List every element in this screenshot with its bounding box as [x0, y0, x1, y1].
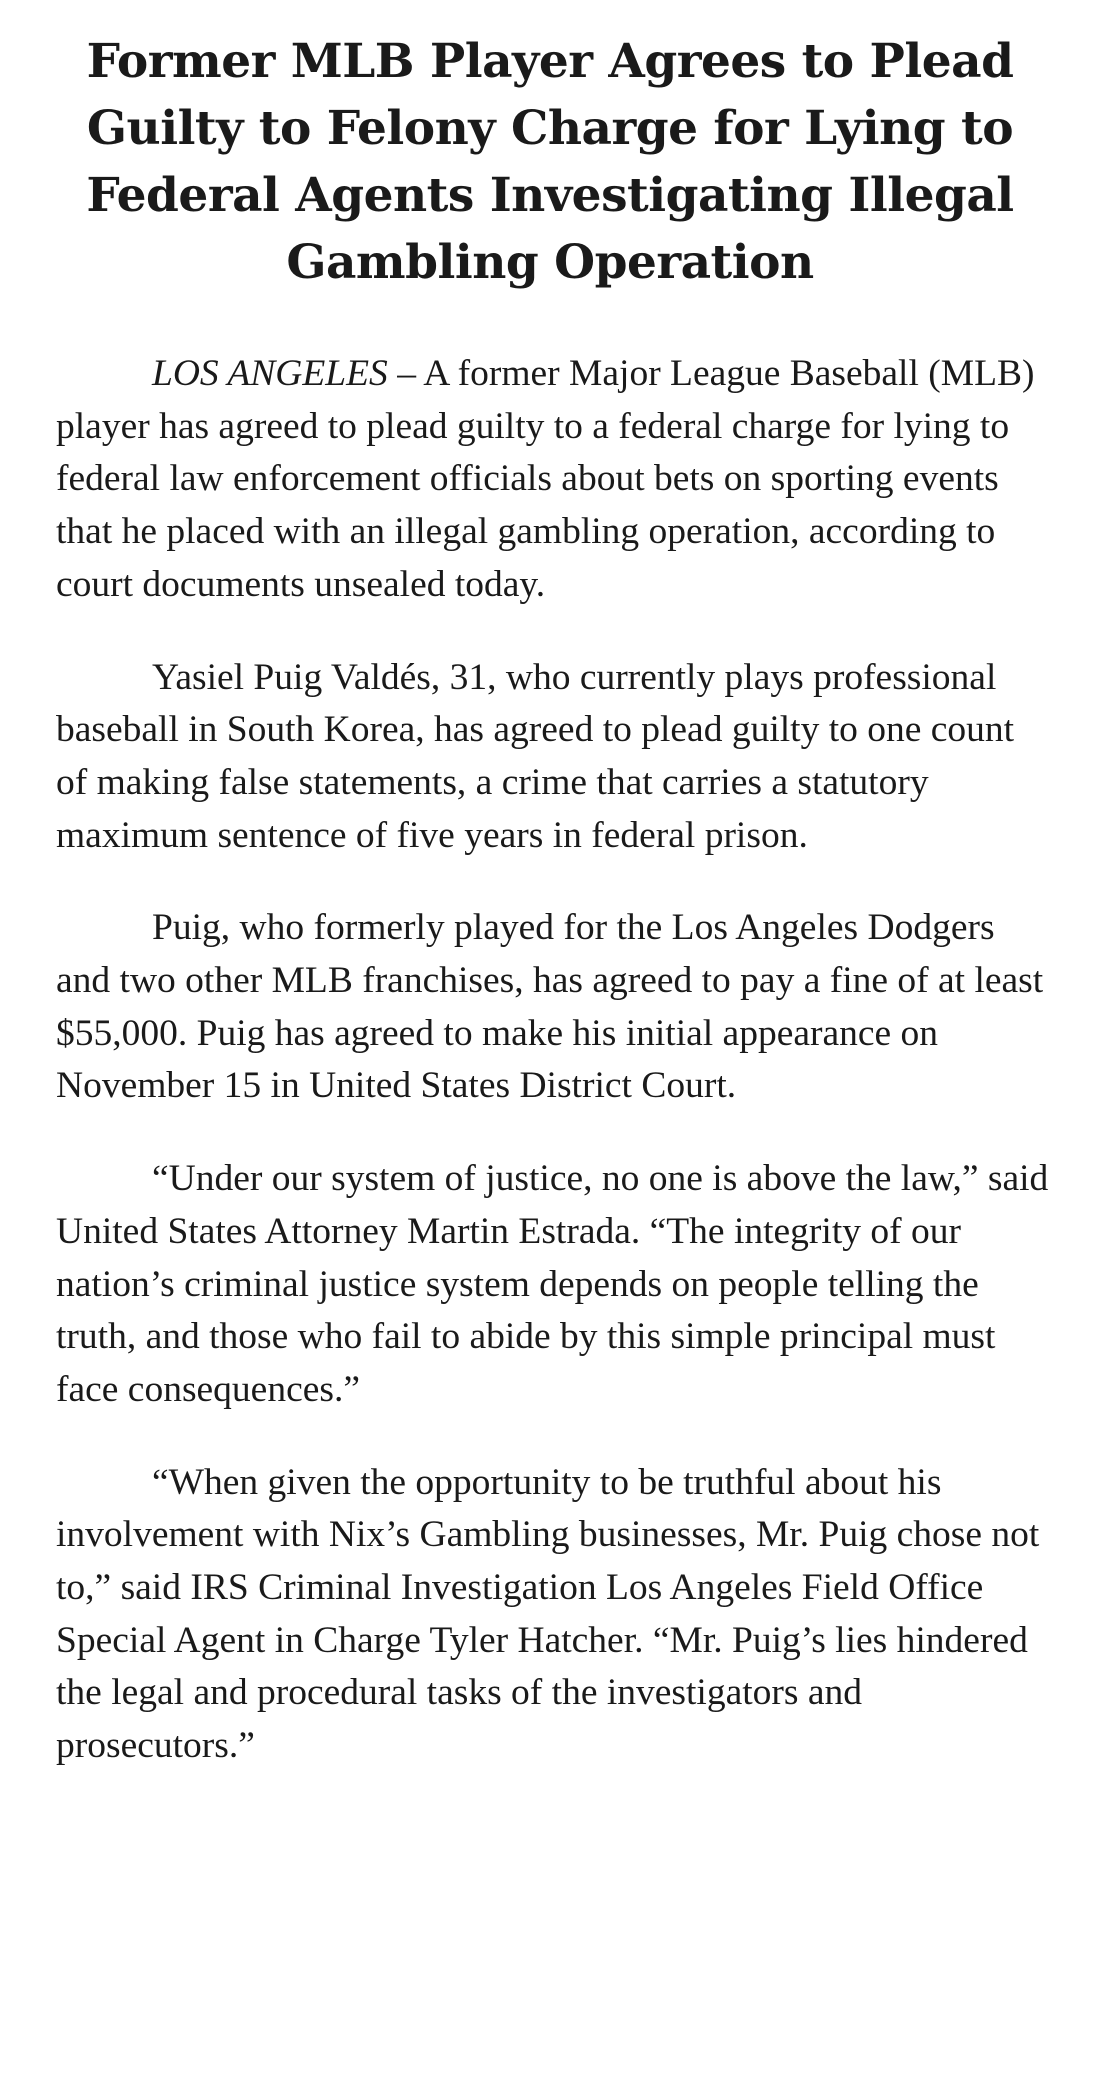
article-body [56, 348, 1050, 1773]
article-headline: Former MLB Player Agrees to Plead Guilty to Felony Charge for Lying to Federal Agents Investigating Illegal Gambling Operation [86, 34, 1014, 290]
paragraph-intro [56, 348, 1050, 612]
quote-paragraph: “When given the opportunity to be truthful about his involvement with Nix’s Gambling businesses, Mr. Puig chose not to,” said IRS Criminal Investigation Los Angeles Field Office Special Agent in Charge Tyler Hatcher. “Mr. Puig’s lies hindered the legal and procedural tasks of the investigators and prosecutors.” [56, 1461, 1040, 1767]
paragraph: Yasiel Puig Valdés, 31, who currently plays professional baseball in South Korea, has agreed to plead guilty to one count of making false statements, a crime that carries a statutory maximum sentence of five years in federal prison. [56, 656, 1015, 856]
quote-paragraph: “Under our system of justice, no one is above the law,” said United States Attorney Martin Estrada. “The integrity of our nation’s criminal justice system depends on people telling the truth, and those who fail to abide by this simple principal must face consequences.” [56, 1158, 1049, 1410]
paragraph: Puig, who formerly played for the Los Angeles Dodgers and two other MLB franchises, has agreed to pay a fine of at least $55,000. Puig has agreed to make his initial appearance on November 15 in United States District Court. [56, 907, 1044, 1107]
paragraph-text: – A former Major League Baseball (MLB) player has agreed to plead guilty to a federal charge for lying to federal law enforcement officials about bets on sporting events that he placed with an illegal gambling operation, according to court documents unsealed today. [56, 353, 1035, 605]
dateline: LOS ANGELES [152, 353, 388, 394]
